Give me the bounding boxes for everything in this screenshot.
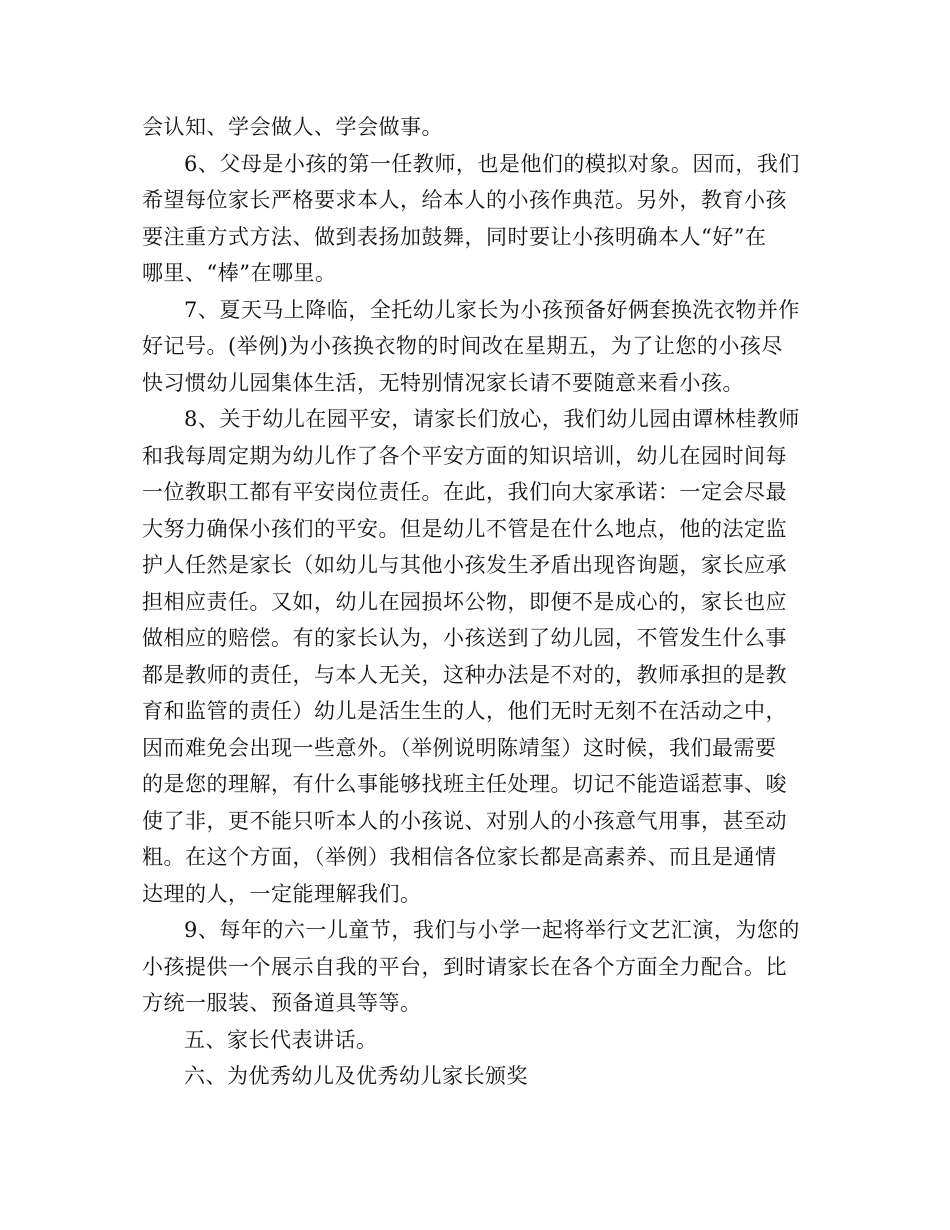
- text-line: 小孩提供一个展示自我的平台，到时请家长在各个方面全力配合。比: [142, 954, 787, 979]
- paragraph-9-line-1: 9、每年的六一儿童节，我们与小学一起将举行文艺汇演，为您的: [184, 918, 800, 942]
- text-line: 要注重方式方法、做到表扬加鼓舞，同时要让小孩明确本人“好”在: [142, 224, 767, 249]
- text-line: 哪里、“棒”在哪里。: [142, 261, 337, 285]
- text-line: 达理的人，一定能理解我们。: [142, 881, 422, 906]
- text-line: 和我每周定期为幼儿作了各个平安方面的知识培训，幼儿在园时间每: [142, 443, 787, 468]
- text-line: 大努力确保小孩们的平安。但是幼儿不管是在什么地点，他的法定监: [142, 516, 787, 541]
- text-line: 因而难免会出现一些意外。（举例说明陈靖玺）这时候，我们最需要: [142, 735, 777, 760]
- text-line: 一位教职工都有平安岗位责任。在此，我们向大家承诺：一定会尽最: [142, 480, 787, 504]
- text-line: 希望每位家长严格要求本人，给本人的小孩作典范。另外，教育小孩: [142, 188, 787, 212]
- text-line: 的是您的理解，有什么事能够找班主任处理。切记不能造谣惹事、唆: [142, 772, 787, 796]
- text-line: 担相应责任。又如，幼儿在园损坏公物，即便不是成心的，家长也应: [142, 589, 787, 614]
- text-line: 做相应的赔偿。有的家长认为，小孩送到了幼儿园，不管发生什么事: [142, 626, 787, 650]
- paragraph-8-line-1: 8、关于幼儿在园平安，请家长们放心，我们幼儿园由谭林桂教师: [184, 407, 800, 431]
- text-line: 会认知、学会做人、学会做事。: [142, 115, 443, 139]
- text-line: 方统一服装、预备道具等等。: [142, 991, 422, 1015]
- section-6-heading: 六、为优秀幼儿及优秀幼儿家长颁奖: [184, 1064, 528, 1088]
- paragraph-6-line-1: 6、父母是小孩的第一任教师，也是他们的模拟对象。因而，我们: [184, 151, 800, 176]
- text-line: 都是教师的责任，与本人无关，这种办法是不对的，教师承担的是教: [142, 662, 787, 687]
- text-line: 好记号。(举例)为小孩换衣物的时间改在星期五，为了让您的小孩尽: [142, 334, 783, 358]
- text-line: 粗。在这个方面，（举例）我相信各位家长都是高素养、而且是通情: [142, 845, 777, 869]
- text-line: 护人任然是家长（如幼儿与其他小孩发生矛盾出现咨询题，家长应承: [142, 553, 787, 577]
- section-5-heading: 五、家长代表讲话。: [184, 1027, 378, 1052]
- text-line: 快习惯幼儿园集体生活，无特别情况家长请不要随意来看小孩。: [142, 370, 744, 395]
- text-line: 育和监管的责任）幼儿是活生生的人，他们无时无刻不在活动之中，: [142, 699, 787, 723]
- text-line: 使了非，更不能只听本人的小孩说、对别人的小孩意气用事，甚至动: [142, 808, 787, 833]
- paragraph-7-line-1: 7、夏天马上降临，全托幼儿家长为小孩预备好俩套换洗衣物并作: [184, 297, 800, 322]
